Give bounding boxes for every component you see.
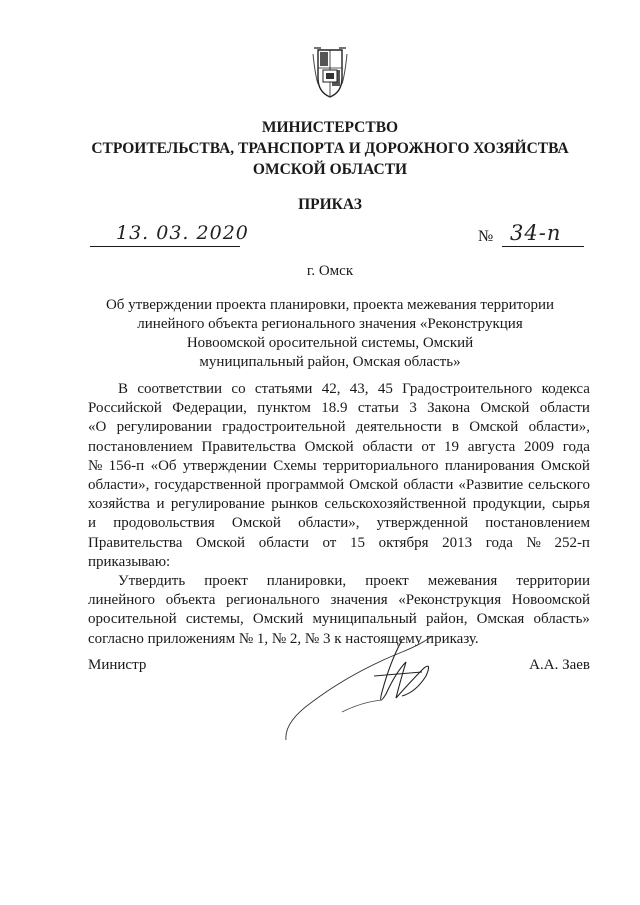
body-line: области», государственной программой Омской области «Развитие сельского	[88, 477, 590, 494]
signatory-position: Министр	[88, 657, 147, 673]
body-line: «О регулировании градостроительной деятельности в Омской области»,	[88, 419, 590, 436]
subject-line: Об утверждении проекта планировки, проекта межевания территории	[105, 297, 555, 313]
body-line: согласно приложениям № 1, № 2, № 3 к настоящему приказу.	[88, 630, 479, 647]
body-line: постановлением Правительства Омской области от 19 августа 2009 года	[88, 438, 590, 455]
subject-line: Новоомской оросительной системы, Омский	[186, 335, 474, 351]
number-underline	[502, 221, 584, 247]
handwritten-number: 34-п	[510, 221, 562, 245]
body-line: приказываю:	[88, 553, 171, 570]
city: г. Омск	[306, 263, 354, 279]
body-line: оросительной системы, Омский муниципальный район, Омская область»	[88, 611, 590, 628]
date-field	[90, 222, 249, 247]
ministry-header	[60, 117, 600, 180]
subject-line: линейного объекта регионального значения «Реконструкция	[137, 316, 523, 332]
body-line: В соответствии со статьями 42, 43, 45 Градостроительного кодекса	[118, 381, 590, 397]
order-number-field	[478, 221, 588, 248]
order-subject	[60, 296, 600, 372]
order-title: ПРИКАЗ	[298, 196, 362, 213]
body-line: линейного объекта регионального значения «Реконструкция Новоомской	[88, 592, 590, 609]
signatory-name: А.А. Заев	[529, 657, 590, 673]
body-line: Российской Федерации, пунктом 18.9 статьи 3 Закона Омской области	[88, 400, 590, 417]
order-body	[88, 380, 590, 649]
body-line: № 156-п «Об утверждении Схемы территориального планирования Омской	[88, 457, 590, 474]
subject-line: муниципальный район, Омская область»	[199, 354, 461, 370]
body-line: и продовольствия Омской области», утвержденной постановлением	[88, 515, 590, 532]
handwritten-date: 13. 03. 2020	[116, 222, 249, 244]
ministry-line: ОМСКОЙ ОБЛАСТИ	[252, 161, 408, 178]
coat-of-arms-emblem	[312, 44, 348, 100]
body-line: Правительства Омской области от 15 октября 2013 года № 252-п	[88, 534, 590, 551]
ministry-line: МИНИСТЕРСТВО	[261, 119, 399, 136]
body-line: хозяйства и регулирование рынков сельскохозяйственной продукции, сырья	[88, 496, 590, 513]
number-sign: №	[478, 228, 494, 245]
handwritten-signature	[282, 632, 442, 742]
body-line: Утвердить проект планировки, проект межевания территории	[118, 573, 590, 590]
ministry-line: СТРОИТЕЛЬСТВА, ТРАНСПОРТА И ДОРОЖНОГО ХОЗЯЙСТВА	[91, 140, 569, 157]
